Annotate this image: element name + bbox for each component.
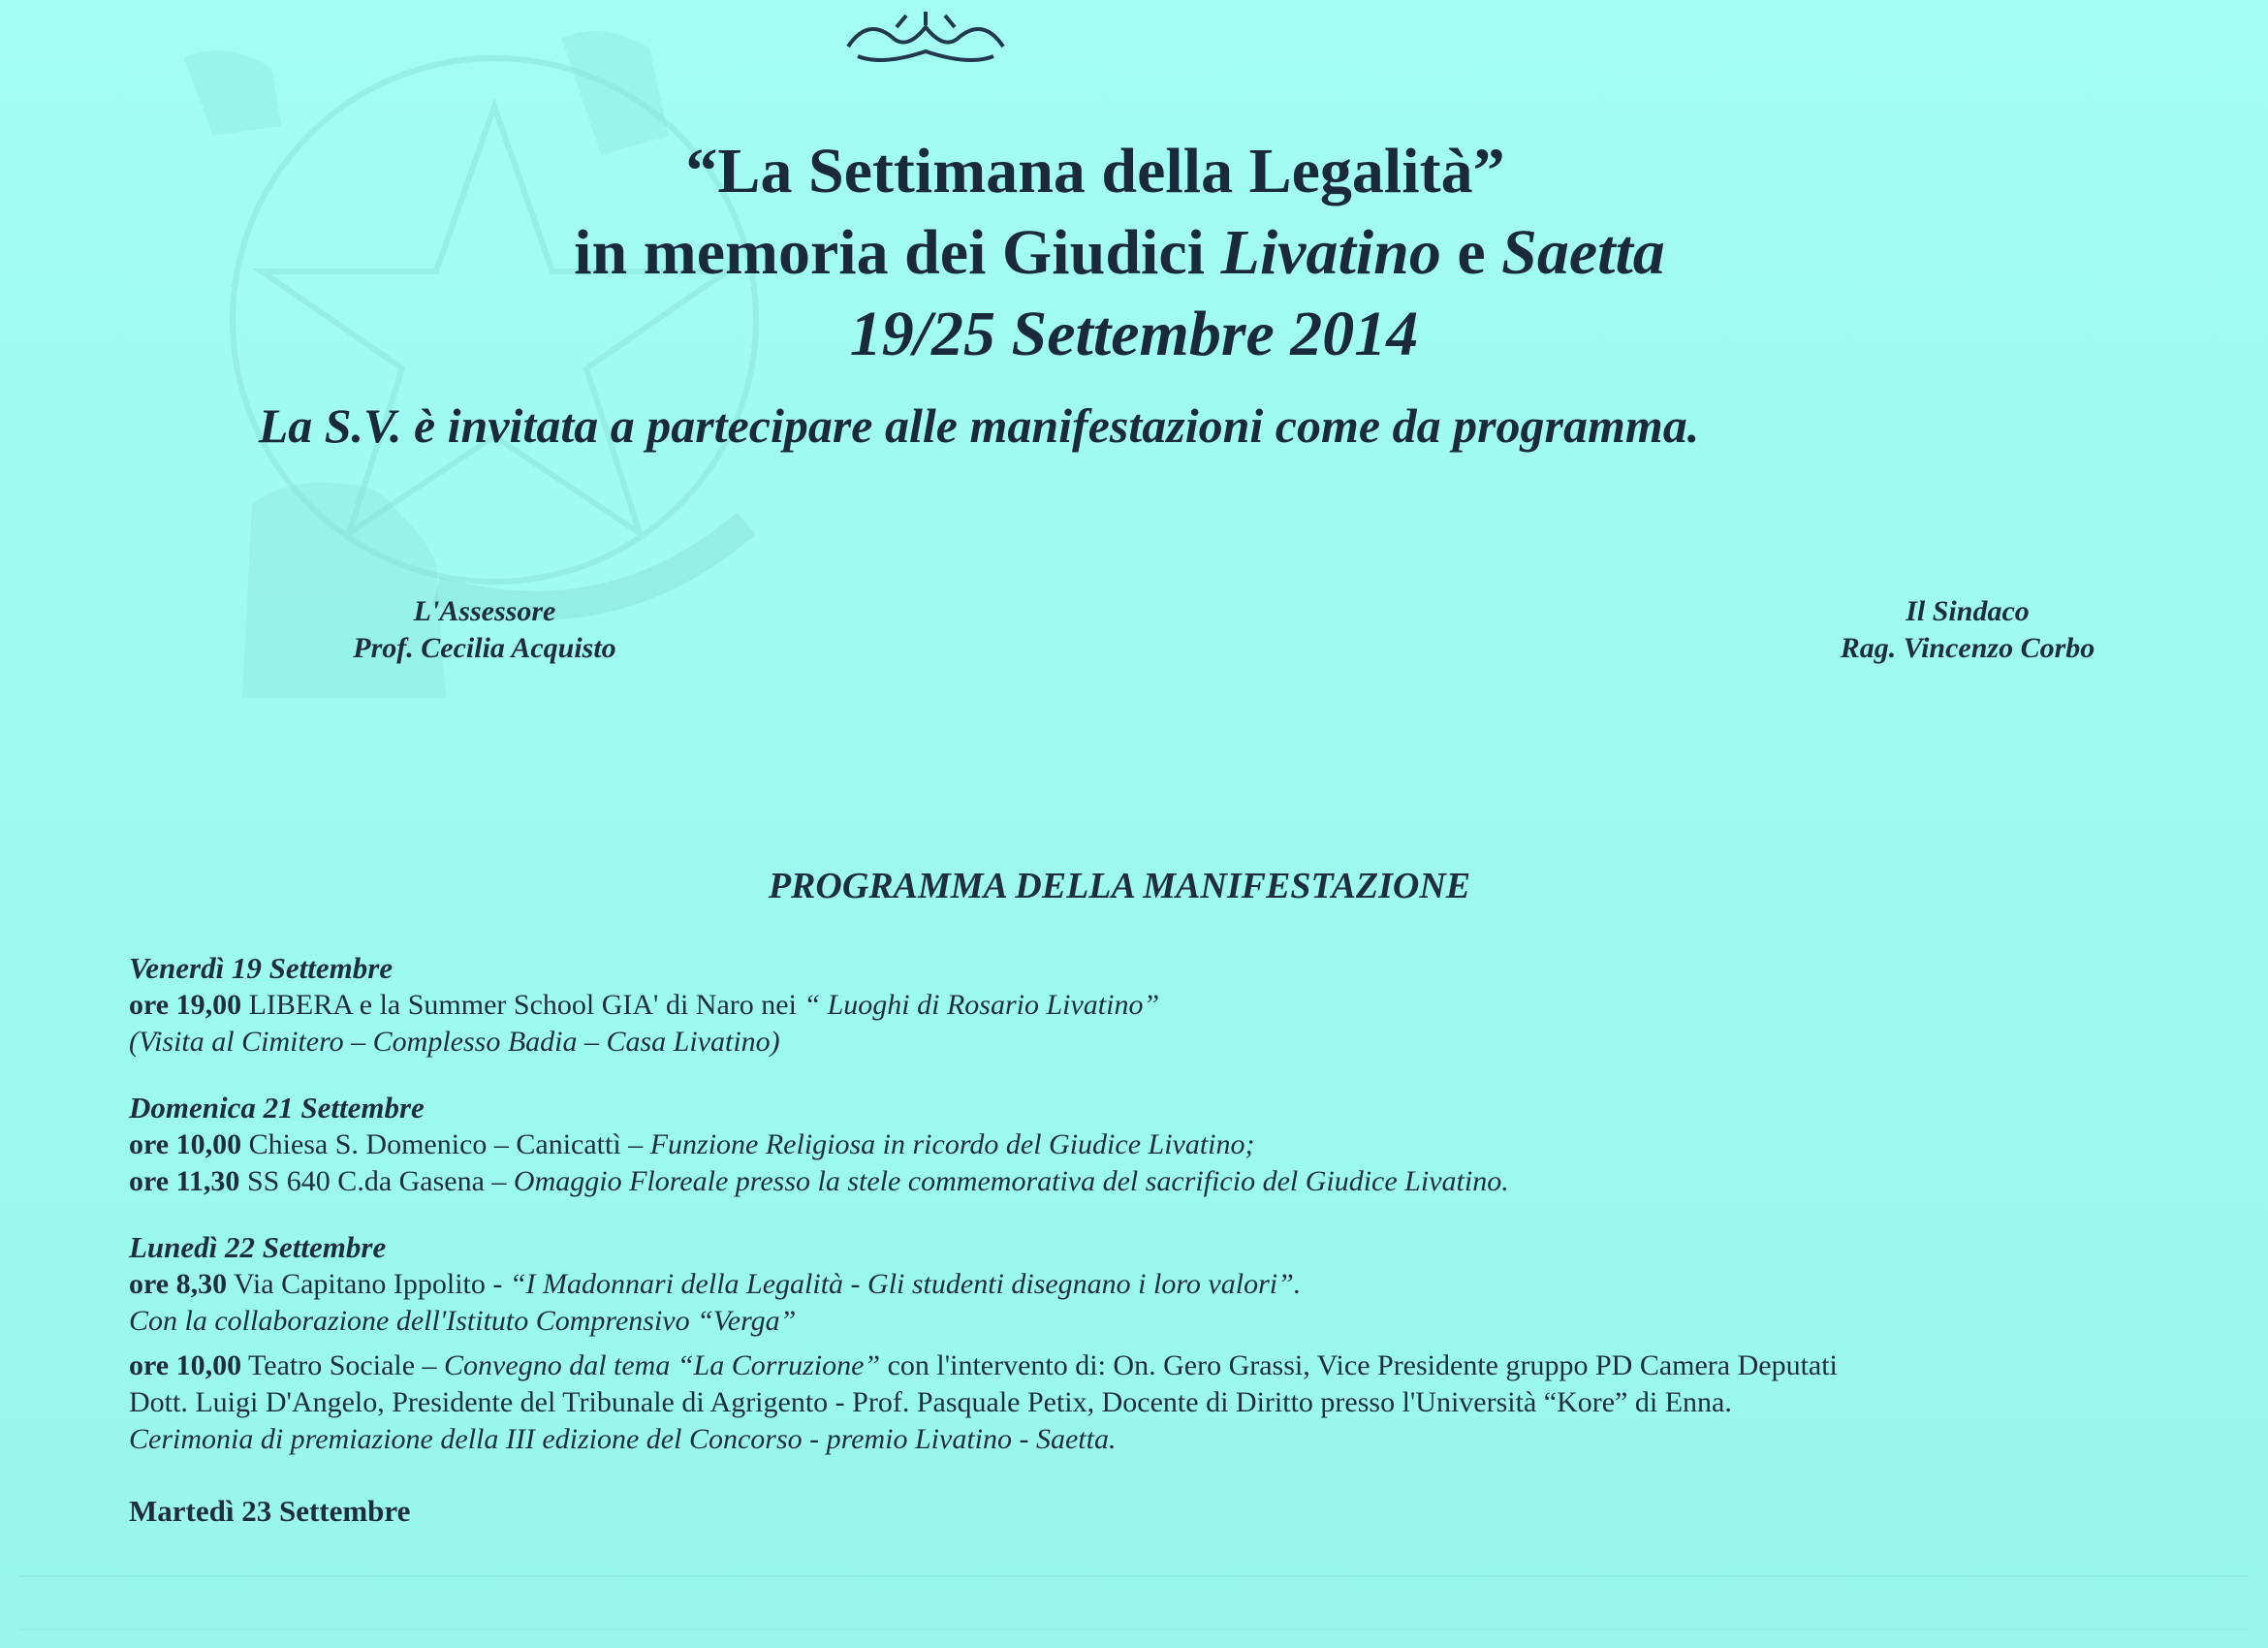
event-place: SS 640 C.da Gasena – <box>239 1165 514 1197</box>
day-heading: Lunedì 22 Settembre <box>129 1230 387 1264</box>
program-item-continued: Dott. Luigi D'Angelo, Presidente del Tribunale di Agrigento - Prof. Pasquale Petix, Docente di Diritto presso l'Università “Kore” di Enna. <box>129 1386 1732 1418</box>
page-edge <box>19 1575 2249 1577</box>
title-conjunction: e <box>1440 217 1502 288</box>
event-place: Chiesa S. Domenico – Canicattì – <box>241 1128 650 1160</box>
event-title <box>0 131 2268 375</box>
program-item <box>129 1347 2213 1384</box>
program-title: PROGRAMMA DELLA MANIFESTAZIONE <box>768 866 1471 906</box>
event-description: Funzione Religiosa in ricordo del Giudice Livatino; <box>649 1128 1255 1160</box>
program-item <box>129 1126 2213 1163</box>
invitation-text: La S.V. è invitata a partecipare alle manifestazioni come da programma. <box>258 398 1700 453</box>
signature-role: L'Assessore <box>413 595 556 627</box>
program-note: Con la collaborazione dell'Istituto Comprensivo “Verga” <box>129 1305 797 1337</box>
signature-sindaco <box>1822 593 2113 667</box>
program-item <box>129 987 2213 1024</box>
program-note: (Visita al Cimitero – Complesso Badia – Casa Livatino) <box>129 1026 780 1058</box>
title-name-saetta: Saetta <box>1501 217 1665 288</box>
program-item <box>129 1266 2213 1303</box>
event-time: ore 10,00 <box>129 1349 242 1381</box>
event-description: “ Luoghi di Rosario Livatino” <box>803 989 1160 1021</box>
title-name-livatino: Livatino <box>1220 217 1441 288</box>
event-time: ore 19,00 <box>129 989 242 1021</box>
day-heading: Domenica 21 Settembre <box>129 1091 425 1125</box>
program-day <box>129 1090 2213 1200</box>
program-note: Cerimonia di premiazione della III edizione del Concorso - premio Livatino - Saetta. <box>129 1423 1117 1455</box>
event-description: Omaggio Floreale presso la stele commemorativa del sacrificio del Giudice Livatino. <box>513 1165 1509 1197</box>
title-text: in memoria dei Giudici <box>574 217 1221 288</box>
title-line-2 <box>0 212 2268 294</box>
event-description: “I Madonnari della Legalità - Gli studenti disegnano i loro valori”. <box>509 1268 1302 1300</box>
event-speakers: con l'intervento di: On. Gero Grassi, Vice Presidente gruppo PD Camera Deputati <box>880 1349 1838 1381</box>
event-time: ore 11,30 <box>129 1165 240 1197</box>
program-day <box>129 1229 2213 1458</box>
event-dates: 19/25 Settembre 2014 <box>849 299 1419 369</box>
page-edge <box>19 1629 2249 1631</box>
event-place: Teatro Sociale – <box>241 1349 445 1381</box>
day-heading-cut: Martedì 23 Settembre <box>129 1494 411 1522</box>
program-item <box>129 1163 2213 1200</box>
signature-name: Rag. Vincenzo Corbo <box>1840 632 2095 664</box>
signature-role: Il Sindaco <box>1906 595 2030 627</box>
program-list <box>129 950 2213 1487</box>
event-time: ore 10,00 <box>129 1128 242 1160</box>
signature-assessore <box>330 593 640 667</box>
event-place: Via Capitano Ippolito - <box>227 1268 510 1300</box>
title-line-1: “La Settimana della Legalità” <box>685 136 1505 206</box>
program-day <box>129 950 2213 1061</box>
top-ornament <box>838 8 1013 76</box>
signature-name: Prof. Cecilia Acquisto <box>353 632 616 664</box>
event-description: Convegno dal tema “La Corruzione” <box>444 1349 881 1381</box>
event-place: LIBERA e la Summer School GIA' di Naro nei <box>241 989 804 1021</box>
event-time: ore 8,30 <box>129 1268 228 1300</box>
day-heading: Venerdì 19 Settembre <box>129 951 394 985</box>
